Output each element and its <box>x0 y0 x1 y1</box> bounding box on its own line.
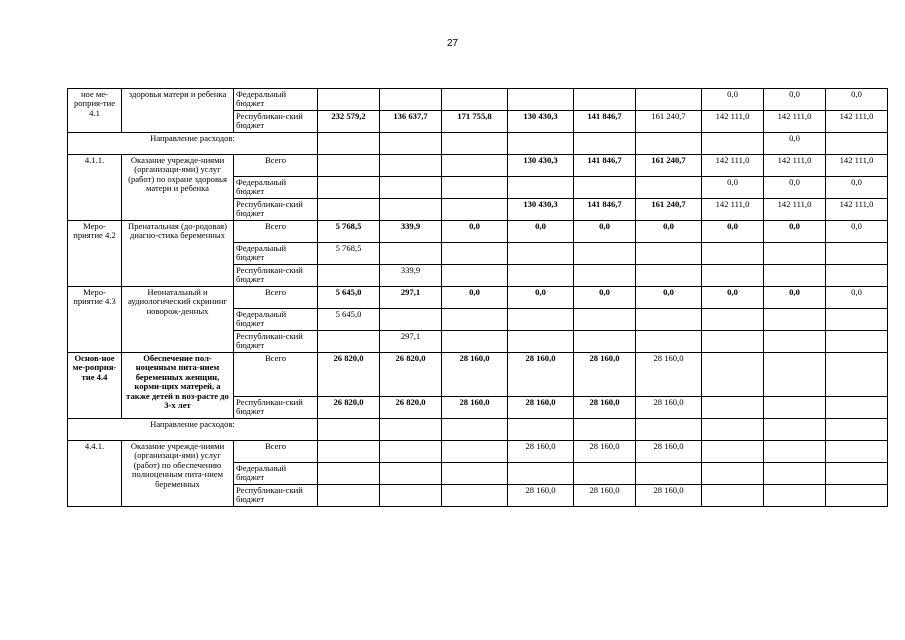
amount-cell <box>574 463 636 485</box>
funding-source: Федеральный бюджет <box>234 243 318 265</box>
amount-cell <box>318 463 380 485</box>
amount-cell <box>826 463 888 485</box>
amount-cell <box>442 155 508 177</box>
amount-cell: 142 111,0 <box>764 111 826 133</box>
amount-cell <box>826 265 888 287</box>
amount-cell <box>702 463 764 485</box>
amount-cell <box>442 199 508 221</box>
amount-cell <box>508 463 574 485</box>
amount-cell: 0,0 <box>442 287 508 309</box>
funding-source: Республикан-ский бюджет <box>234 111 318 133</box>
amount-cell: 28 160,0 <box>442 353 508 397</box>
measure-name: Неонатальный и аудиологический скрининг новорож-денных <box>122 287 234 353</box>
amount-cell <box>636 463 702 485</box>
amount-cell: 161 240,7 <box>636 199 702 221</box>
amount-cell: 0,0 <box>508 287 574 309</box>
amount-cell: 28 160,0 <box>508 485 574 507</box>
amount-cell <box>702 309 764 331</box>
amount-cell <box>318 177 380 199</box>
amount-cell: 142 111,0 <box>826 199 888 221</box>
amount-cell <box>380 485 442 507</box>
amount-cell <box>508 89 574 111</box>
amount-cell <box>574 89 636 111</box>
amount-cell: 339,9 <box>380 265 442 287</box>
amount-cell <box>380 155 442 177</box>
amount-cell <box>702 485 764 507</box>
amount-cell: 28 160,0 <box>442 397 508 419</box>
amount-cell <box>826 441 888 463</box>
amount-cell: 28 160,0 <box>508 353 574 397</box>
amount-cell: 171 755,8 <box>442 111 508 133</box>
funding-source: Федеральный бюджет <box>234 177 318 199</box>
amount-cell: 142 111,0 <box>764 155 826 177</box>
amount-cell <box>826 485 888 507</box>
amount-cell: 28 160,0 <box>636 397 702 419</box>
amount-cell: 28 160,0 <box>574 353 636 397</box>
table-row <box>68 133 888 155</box>
amount-cell: 161 240,7 <box>636 111 702 133</box>
amount-cell <box>764 353 826 397</box>
table-row <box>68 441 888 463</box>
amount-cell: 0,0 <box>574 287 636 309</box>
table-row <box>68 419 888 441</box>
amount-cell: 339,9 <box>380 221 442 243</box>
amount-cell <box>826 353 888 397</box>
amount-cell <box>380 463 442 485</box>
amount-cell <box>508 243 574 265</box>
measure-code: 4.1.1. <box>68 155 122 221</box>
amount-cell <box>318 89 380 111</box>
funding-source: Всего <box>234 221 318 243</box>
page-number: 27 <box>446 38 459 49</box>
amount-cell <box>702 353 764 397</box>
measure-name: Пренатальная (до-родовая) диагно-стика беременных <box>122 221 234 287</box>
amount-cell <box>826 309 888 331</box>
amount-cell: 28 160,0 <box>508 397 574 419</box>
table-row <box>68 89 888 111</box>
expense-direction-label: Направление расходов: <box>68 133 318 155</box>
amount-cell: 136 637,7 <box>380 111 442 133</box>
funding-source: Федеральный бюджет <box>234 309 318 331</box>
amount-cell <box>764 331 826 353</box>
funding-source: Всего <box>234 287 318 309</box>
amount-cell <box>764 397 826 419</box>
amount-cell: 28 160,0 <box>636 485 702 507</box>
amount-cell: 28 160,0 <box>574 485 636 507</box>
amount-cell <box>636 309 702 331</box>
amount-cell: 0,0 <box>702 89 764 111</box>
funding-source: Всего <box>234 155 318 177</box>
expense-direction-label: Направление расходов: <box>68 419 318 441</box>
amount-cell <box>636 243 702 265</box>
amount-cell: 141 846,7 <box>574 111 636 133</box>
amount-cell: 26 820,0 <box>318 397 380 419</box>
amount-cell <box>826 243 888 265</box>
amount-cell: 28 160,0 <box>574 441 636 463</box>
measure-name: Оказание учрежде-ниями (организаци-ями) услуг (работ) по обеспечению полноценным пита-нием беременных <box>122 441 234 507</box>
amount-cell: 130 430,3 <box>508 111 574 133</box>
measure-name: здоровья матери и ребенка <box>122 89 234 133</box>
amount-cell <box>380 89 442 111</box>
amount-cell <box>318 331 380 353</box>
amount-cell <box>318 133 380 155</box>
amount-cell: 0,0 <box>826 177 888 199</box>
amount-cell <box>318 485 380 507</box>
amount-cell <box>826 397 888 419</box>
amount-cell: 0,0 <box>764 287 826 309</box>
amount-cell <box>702 133 764 155</box>
amount-cell: 5 645,0 <box>318 309 380 331</box>
amount-cell: 0,0 <box>508 221 574 243</box>
amount-cell: 161 240,7 <box>636 155 702 177</box>
funding-source: Федеральный бюджет <box>234 463 318 485</box>
amount-cell <box>702 419 764 441</box>
measure-name: Обеспечение пол-ноценным пита-нием беременных женщин, корми-щих матерей, а также детей в воз-расте до 3-х лет <box>122 353 234 419</box>
amount-cell: 26 820,0 <box>380 353 442 397</box>
amount-cell <box>702 331 764 353</box>
funding-source: Всего <box>234 353 318 397</box>
amount-cell: 142 111,0 <box>764 199 826 221</box>
measure-code: ное ме-роприя-тие 4.1 <box>68 89 122 133</box>
amount-cell: 141 846,7 <box>574 155 636 177</box>
amount-cell <box>574 133 636 155</box>
amount-cell: 0,0 <box>442 221 508 243</box>
amount-cell <box>508 419 574 441</box>
amount-cell <box>574 331 636 353</box>
table-row <box>68 353 888 397</box>
measure-code: Меро-приятие 4.2 <box>68 221 122 287</box>
amount-cell <box>442 243 508 265</box>
amount-cell <box>702 441 764 463</box>
measure-code: Меро-приятие 4.3 <box>68 287 122 353</box>
funding-source: Республикан-ский бюджет <box>234 265 318 287</box>
amount-cell <box>318 155 380 177</box>
table-row <box>68 287 888 309</box>
funding-source: Федеральный бюджет <box>234 89 318 111</box>
amount-cell: 142 111,0 <box>826 155 888 177</box>
amount-cell: 26 820,0 <box>318 353 380 397</box>
amount-cell <box>636 133 702 155</box>
amount-cell <box>442 309 508 331</box>
amount-cell <box>826 331 888 353</box>
amount-cell <box>442 89 508 111</box>
amount-cell <box>508 331 574 353</box>
amount-cell <box>764 243 826 265</box>
amount-cell: 232 579,2 <box>318 111 380 133</box>
amount-cell <box>764 419 826 441</box>
amount-cell: 0,0 <box>826 89 888 111</box>
amount-cell: 0,0 <box>636 221 702 243</box>
measure-code: 4.4.1. <box>68 441 122 507</box>
amount-cell: 0,0 <box>764 177 826 199</box>
amount-cell <box>508 309 574 331</box>
amount-cell <box>508 265 574 287</box>
funding-source: Республикан-ский бюджет <box>234 397 318 419</box>
amount-cell: 26 820,0 <box>380 397 442 419</box>
amount-cell <box>702 397 764 419</box>
amount-cell <box>442 177 508 199</box>
amount-cell <box>442 265 508 287</box>
table-row <box>68 155 888 177</box>
amount-cell: 28 160,0 <box>508 441 574 463</box>
amount-cell <box>380 419 442 441</box>
amount-cell: 5 645,0 <box>318 287 380 309</box>
amount-cell <box>636 265 702 287</box>
amount-cell: 0,0 <box>764 89 826 111</box>
amount-cell: 142 111,0 <box>702 155 764 177</box>
amount-cell <box>442 441 508 463</box>
amount-cell: 142 111,0 <box>826 111 888 133</box>
amount-cell <box>574 309 636 331</box>
amount-cell: 141 846,7 <box>574 199 636 221</box>
amount-cell <box>442 331 508 353</box>
amount-cell: 0,0 <box>826 287 888 309</box>
amount-cell: 142 111,0 <box>702 199 764 221</box>
amount-cell <box>380 243 442 265</box>
amount-cell <box>636 331 702 353</box>
amount-cell <box>574 243 636 265</box>
amount-cell: 0,0 <box>574 221 636 243</box>
amount-cell <box>764 441 826 463</box>
measure-name: Оказание учрежде-ниями (организаци-ями) услуг (работ) по охране здоровья матери и ребенка <box>122 155 234 221</box>
table-row <box>68 221 888 243</box>
funding-source: Республикан-ский бюджет <box>234 485 318 507</box>
amount-cell: 0,0 <box>826 221 888 243</box>
amount-cell: 28 160,0 <box>636 353 702 397</box>
amount-cell: 130 430,3 <box>508 199 574 221</box>
amount-cell <box>442 485 508 507</box>
amount-cell <box>442 133 508 155</box>
amount-cell: 5 768,5 <box>318 221 380 243</box>
funding-source: Республикан-ский бюджет <box>234 199 318 221</box>
amount-cell <box>380 133 442 155</box>
amount-cell: 0,0 <box>702 177 764 199</box>
amount-cell: 0,0 <box>764 133 826 155</box>
amount-cell <box>764 309 826 331</box>
amount-cell <box>764 463 826 485</box>
amount-cell <box>380 309 442 331</box>
amount-cell <box>380 199 442 221</box>
amount-cell <box>574 419 636 441</box>
amount-cell <box>574 177 636 199</box>
amount-cell: 0,0 <box>764 221 826 243</box>
amount-cell <box>636 419 702 441</box>
amount-cell: 5 768,5 <box>318 243 380 265</box>
amount-cell: 0,0 <box>636 287 702 309</box>
amount-cell <box>380 441 442 463</box>
amount-cell <box>318 265 380 287</box>
amount-cell <box>574 265 636 287</box>
amount-cell <box>442 419 508 441</box>
amount-cell <box>318 199 380 221</box>
amount-cell <box>318 441 380 463</box>
amount-cell <box>764 485 826 507</box>
amount-cell: 0,0 <box>702 287 764 309</box>
amount-cell: 28 160,0 <box>574 397 636 419</box>
amount-cell <box>702 243 764 265</box>
amount-cell <box>826 419 888 441</box>
amount-cell: 130 430,3 <box>508 155 574 177</box>
amount-cell: 142 111,0 <box>702 111 764 133</box>
amount-cell: 0,0 <box>702 221 764 243</box>
amount-cell <box>702 265 764 287</box>
amount-cell <box>380 177 442 199</box>
amount-cell <box>764 265 826 287</box>
amount-cell: 28 160,0 <box>636 441 702 463</box>
amount-cell <box>508 133 574 155</box>
budget-table <box>67 88 888 507</box>
amount-cell <box>318 419 380 441</box>
amount-cell <box>636 177 702 199</box>
amount-cell <box>636 89 702 111</box>
amount-cell <box>442 463 508 485</box>
amount-cell <box>508 177 574 199</box>
amount-cell: 297,1 <box>380 287 442 309</box>
funding-source: Всего <box>234 441 318 463</box>
amount-cell <box>826 133 888 155</box>
amount-cell: 297,1 <box>380 331 442 353</box>
funding-source: Республикан-ский бюджет <box>234 331 318 353</box>
measure-code: Основ-ное ме-роприя-тие 4.4 <box>68 353 122 419</box>
